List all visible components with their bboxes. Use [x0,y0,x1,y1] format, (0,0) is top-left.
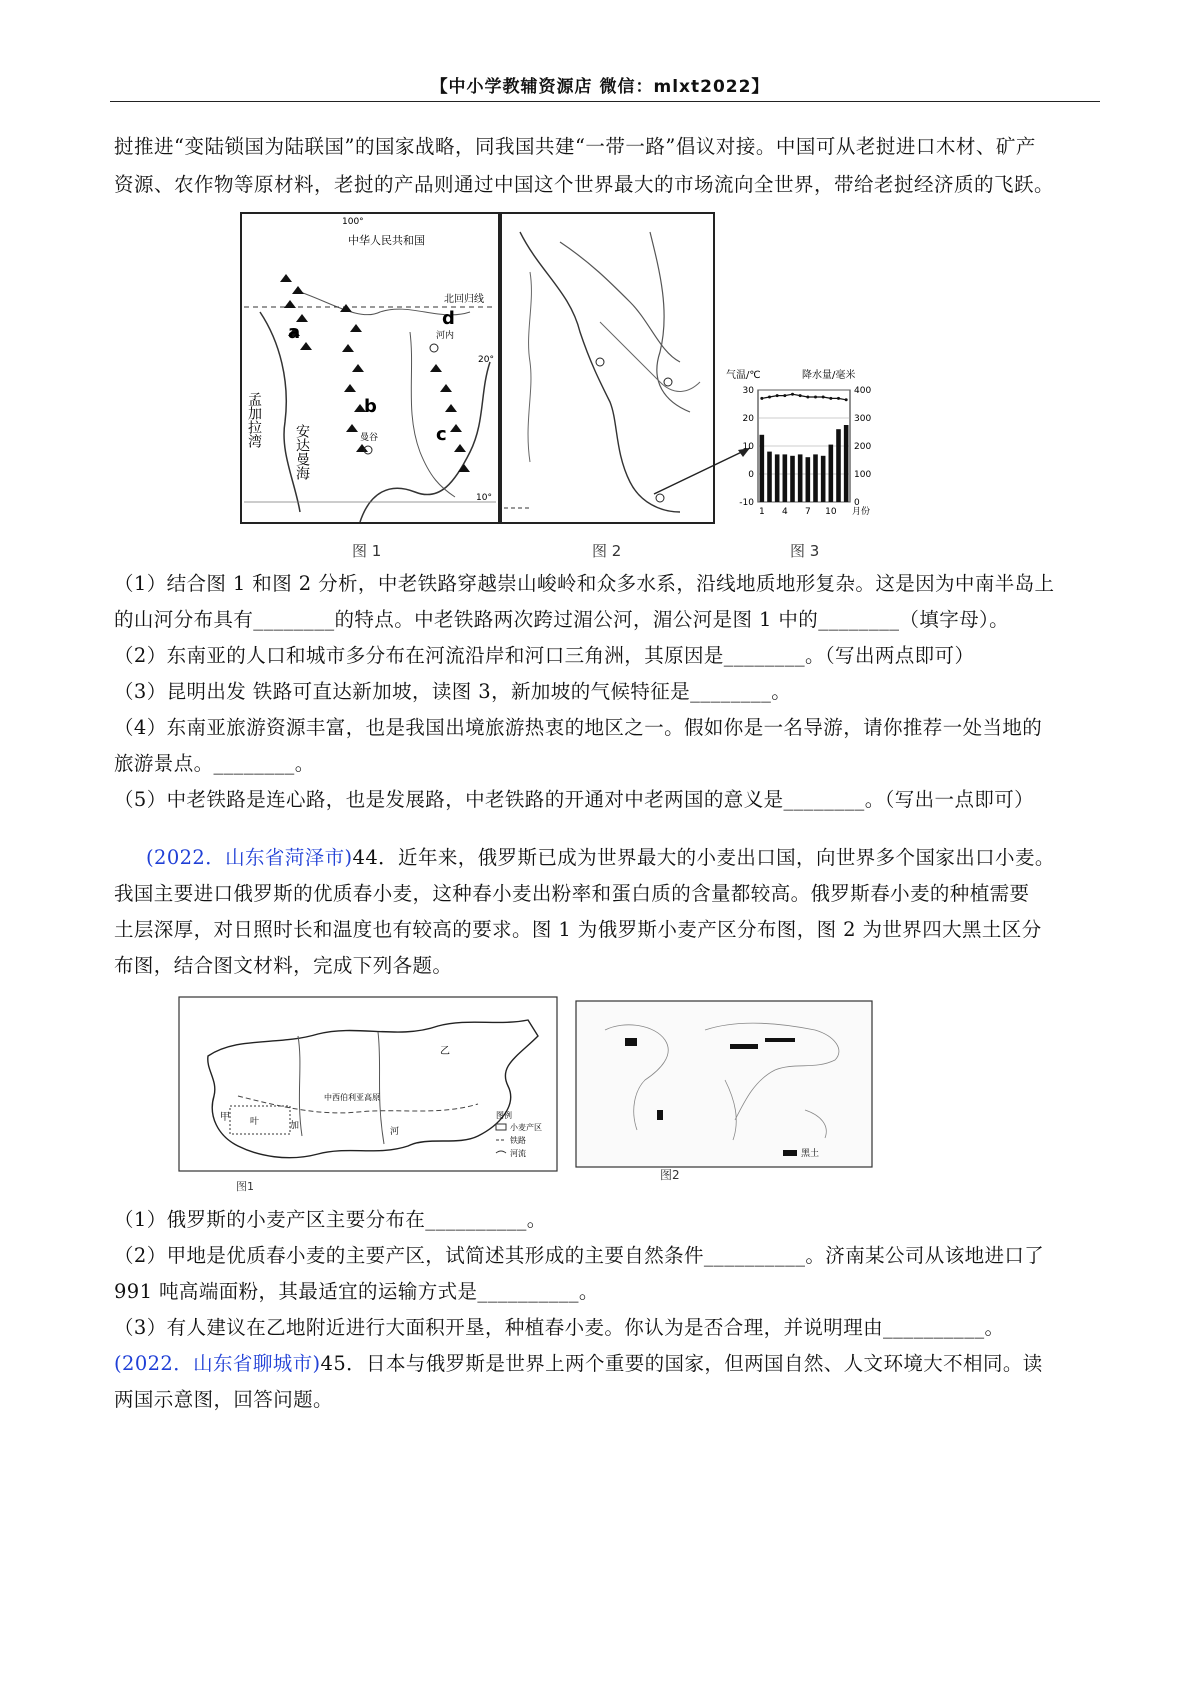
precip-bar [806,457,811,502]
russia-legend-river: 河流 [510,1149,526,1158]
question-line: 的山河分布具有________的特点。中老铁路两次跨过湄公河，湄公河是图 1 中的________（填字母）。 [114,608,1010,631]
russia-map-label-river2: 加 [290,1121,300,1131]
question-line: 旅游景点。________。 [114,752,315,775]
map-letter-d: d [442,308,455,329]
question-line: （1）结合图 1 和图 2 分析，中老铁路穿越崇山峻岭和众多水系，沿线地质地形复杂。这是因为中南半岛上 [114,572,1055,595]
russia-legend-rail: 铁路 [510,1136,526,1145]
question-line: 991 吨高端面粉，其最适宜的运输方式是__________。 [114,1280,599,1303]
climate-temp-label: 气温/℃ [726,370,761,381]
precip-bar [783,454,788,502]
question-line: （3）昆明出发 铁路可直达新加坡，读图 3，新加坡的气候特征是________。 [114,680,792,703]
temperature-point [829,397,832,400]
temperature-point [768,396,771,399]
map-label-100deg: 100° [342,217,364,227]
temperature-point [799,394,802,397]
precip-tick-label: 200 [854,442,872,452]
question-set-2 [114,1202,1104,1346]
month-unit-label: 月份 [852,507,871,517]
temperature-point [776,394,779,397]
month-tick-label: 10 [825,507,837,517]
map-label-bengal: 孟加拉湾 [246,392,262,448]
figure-russia-wheat-map [178,996,558,1186]
russia-map-label-river1: 叶 [250,1117,260,1127]
map-label-bangkok: 曼谷 [360,433,379,443]
month-tick-label: 7 [804,507,811,517]
precip-bar [760,435,765,502]
map-label-china: 中华人民共和国 [348,234,425,247]
question-44-first-line [114,840,1104,876]
temperature-point [806,396,809,399]
question-line: 我国主要进口俄罗斯的优质春小麦，这种春小麦出粉率和蛋白质的含量都较高。俄罗斯春小麦的种植需要 [114,882,1030,905]
page-header: 【中小学教辅资源店 微信：mlxt2022】 [430,77,770,97]
temperature-point [837,397,840,400]
map-letter-c: c [436,424,447,445]
precip-bar [767,452,772,502]
figure-black-soil-map [575,1000,873,1168]
month-tick-label: 1 [758,507,765,517]
question-line: （2）东南亚的人口和城市多分布在河流沿岸和河口三角洲，其原因是________。（写出两点即可） [114,644,975,667]
figure-3-climate-chart [720,364,880,532]
temperature-point [791,393,794,396]
russia-legend-wheat: 小麦产区 [510,1123,542,1132]
figure-1-map-indochina [240,212,500,524]
russia-map-label-river3: 河 [390,1127,400,1137]
map-label-20deg: 20° [478,355,494,365]
intro-line: 挝推进“变陆锁国为陆联国”的国家战略，同我国共建“一带一路”倡议对接。中国可从老挝进口木材、矿产 [114,135,1036,158]
temp-tick-label: 0 [748,470,754,480]
question-45 [114,1346,1104,1418]
question-line: （3）有人建议在乙地附近进行大面积开垦，种植春小麦。你认为是否合理，并说明理由__________。 [114,1316,1005,1339]
question-line: 布图，结合图文材料，完成下列各题。 [114,954,453,977]
map-label-tropic: 北回归线 [444,294,484,305]
black-soil-legend: 黑土 [801,1149,820,1159]
precip-bar [821,456,826,502]
map-letter-a: a [288,322,301,343]
precip-tick-label: 300 [854,414,872,424]
temperature-point [822,396,825,399]
precip-tick-label: 0 [854,498,860,508]
precip-bar [829,445,834,502]
question-44-lead: 44．近年来，俄罗斯已成为世界最大的小麦出口国，向世界多个国家出口小麦。 [352,846,1055,869]
precip-bar [790,456,795,502]
map-label-andaman: 安达曼海 [294,424,310,480]
figure-1-caption: 图 1 [352,542,382,560]
black-soil-legend-swatch [783,1150,797,1156]
intro-line: 资源、农作物等原材料，老挝的产品则通过中国这个世界最大的市场流向全世界，带给老挝经济质的飞跃。 [114,173,1055,196]
temperature-point [845,398,848,401]
question-line: （4）东南亚旅游资源丰富，也是我国出境旅游热衷的地区之一。假如你是一名导游，请你推荐一处当地的 [114,716,1043,739]
question-set-1 [114,566,1104,818]
figure-2-caption: 图 2 [592,542,622,560]
precip-bar [844,425,849,502]
month-tick-label: 4 [781,507,788,517]
intro-paragraph [114,128,1094,204]
temp-tick-label: -10 [739,498,754,508]
temperature-point [814,396,817,399]
precip-bar [798,454,803,502]
question-45-lead: 45．日本与俄罗斯是世界上两个重要的国家，但两国自然、人文环境大不相同。读 [320,1352,1043,1375]
precip-bar [775,454,780,502]
precip-bar [813,454,818,502]
question-line: 土层深厚，对日照时长和温度也有较高的要求。图 1 为俄罗斯小麦产区分布图，图 2 为世界四大黑土区分 [114,918,1042,941]
map-label-10deg: 10° [476,493,492,503]
russia-map-caption: 图1 [236,1180,254,1193]
russia-legend-title: 图例 [496,1111,512,1120]
temperature-point [760,397,763,400]
question-line: （2）甲地是优质春小麦的主要产区，试简述其形成的主要自然条件__________。济南某公司从该地进口了 [114,1244,1045,1267]
question-44 [114,840,1104,984]
map-label-hanoi: 河内 [436,331,455,341]
temp-tick-label: 20 [742,414,754,424]
precip-tick-label: 100 [854,470,872,480]
header-divider [110,101,1100,102]
precip-tick-label: 400 [854,386,872,396]
temperature-line [762,394,846,400]
black-soil-map-caption: 图2 [660,1168,680,1182]
question-45-first-line [114,1346,1104,1382]
question-45-source: (2022．山东省聊城市) [114,1352,321,1375]
question-44-source: (2022．山东省菏泽市) [146,846,353,869]
temp-tick-label: 30 [742,386,754,396]
question-line: （5）中老铁路是连心路，也是发展路，中老铁路的开通对中老两国的意义是________。（写出一点即可） [114,788,1035,811]
russia-map-label-yi: 乙 [440,1046,450,1057]
temp-tick-label: 10 [742,442,754,452]
temperature-point [783,394,786,397]
question-line: 两国示意图，回答问题。 [114,1388,333,1411]
figure-3-caption: 图 3 [790,542,820,560]
russia-map-label-jia: 甲 [220,1112,230,1123]
climate-precip-label: 降水量/毫米 [802,370,856,381]
map-letter-b: b [364,396,377,417]
question-line: （1）俄罗斯的小麦产区主要分布在__________。 [114,1208,547,1231]
russia-map-label-basin: 中西伯利亚高原 [324,1093,380,1102]
precip-bar [836,429,841,502]
